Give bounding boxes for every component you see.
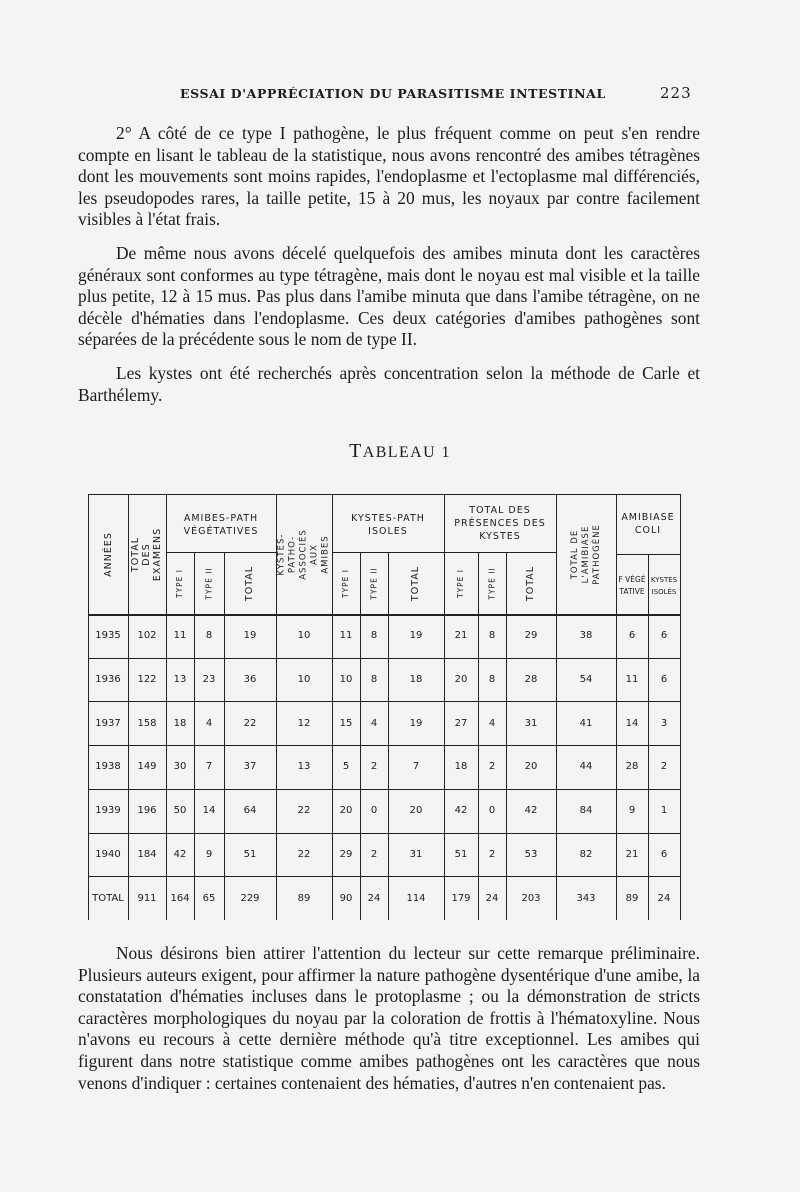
table-subcolumn-rule — [506, 552, 507, 920]
header-veg-total — [224, 552, 276, 614]
table-cell: 6 — [628, 630, 636, 642]
table-cell: 44 — [579, 761, 593, 773]
table-row-rule — [88, 745, 680, 746]
header-veg-type1-text: TYPE I — [175, 568, 185, 598]
header-pres-total-text: TOTAL — [525, 565, 537, 601]
table-cell: 8 — [488, 630, 496, 642]
table-cell: 196 — [137, 805, 157, 817]
header-veg-type1 — [166, 552, 194, 614]
header-iso-type2-text: TYPE II — [369, 566, 379, 600]
table-cell: 2 — [370, 848, 378, 860]
header-pres-type1 — [444, 552, 478, 614]
table-cell: 229 — [240, 892, 260, 904]
header-kystes-patho-associes — [276, 494, 332, 614]
table-cell: 2 — [488, 848, 496, 860]
table-column-rule — [444, 494, 445, 920]
table-cell: 37 — [243, 761, 257, 773]
running-title: ESSAI D'APPRÉCIATION DU PARASITISME INTESTINAL — [180, 86, 606, 101]
table-cell: 10 — [297, 630, 311, 642]
table-cell: 2 — [370, 761, 378, 773]
header-annees-text: ANNÉES — [102, 531, 114, 577]
header-iso-type2 — [360, 552, 388, 614]
table-cell: 13 — [297, 761, 311, 773]
table-cell: 158 — [137, 717, 157, 729]
table-cell: 42 — [524, 805, 538, 817]
table-subcolumn-rule — [224, 552, 225, 920]
table-cell: 6 — [660, 630, 668, 642]
table-cell: 19 — [409, 630, 423, 642]
table-cell: 6 — [660, 848, 668, 860]
table-cell: 10 — [339, 674, 353, 686]
table-column-rule — [680, 494, 681, 920]
table-cell: 18 — [173, 717, 187, 729]
table-cell: 7 — [205, 761, 213, 773]
table-cell: 9 — [628, 805, 636, 817]
table-cell: 10 — [297, 674, 311, 686]
table-column-rule — [556, 494, 557, 920]
table-subcolumn-rule — [388, 552, 389, 920]
table-cell: 30 — [173, 761, 187, 773]
table-row-rule — [88, 658, 680, 659]
table-row-label: 1938 — [95, 761, 121, 773]
header-iso-type1 — [332, 552, 360, 614]
table-cell: 8 — [370, 630, 378, 642]
table-cell: 179 — [451, 892, 471, 904]
header-total-examens-text: TOTAL DES EXAMENS — [130, 527, 164, 581]
page-number: 223 — [660, 84, 692, 102]
header-pres-total — [506, 552, 556, 614]
header-amibes-vegetatives: AMIBES-PATH VÉGÉTATIVES — [183, 513, 259, 537]
table-cell: 28 — [625, 761, 639, 773]
table-cell: 11 — [625, 674, 639, 686]
table-row-label: 1937 — [95, 717, 121, 729]
table-cell: 31 — [524, 717, 538, 729]
header-coli-kystes-isoles: KYSTES ISOLÉS — [650, 576, 678, 596]
header-veg-type2 — [194, 552, 224, 614]
header-veg-total-text: TOTAL — [244, 565, 256, 601]
table-cell: 343 — [576, 892, 596, 904]
table-cell: 27 — [454, 717, 468, 729]
table-cell: 1 — [660, 805, 668, 817]
table-cell: 122 — [137, 674, 157, 686]
table-cell: 102 — [137, 630, 157, 642]
table-cell: 29 — [524, 630, 538, 642]
table-row-rule — [88, 833, 680, 834]
table-subcolumn-rule — [648, 554, 649, 920]
table-cell: 18 — [409, 674, 423, 686]
header-iso-type1-text: TYPE I — [341, 568, 351, 598]
paragraph-kystes: Les kystes ont été recherchés après concentration selon la méthode de Carle et Barthélemy. — [78, 363, 700, 405]
table-cell: 149 — [137, 761, 157, 773]
table-cell: 22 — [297, 805, 311, 817]
table-header-rule — [88, 614, 680, 616]
table-row-rule — [88, 701, 680, 702]
table-cell: 203 — [521, 892, 541, 904]
table-cell: 89 — [625, 892, 639, 904]
paragraph-minuta: De même nous avons décelé quelquefois des amibes minuta dont les caractères généraux sont conformes au type tétragène, mais dont le noyau est mal visible et la taille plus petite, 12 à 15 mus. Pas plus dans l'amibe minuta que dans l'amibe tétragène, on ne décèle d'hématies dans l'endoplasme. Ces deux catégories d'amibes pathogènes sont séparées de la précédente sous le nom de type II. — [78, 243, 700, 350]
table-cell: 0 — [488, 805, 496, 817]
table-cell: 20 — [409, 805, 423, 817]
table-title-rest: ABLEAU 1 — [362, 444, 451, 461]
table-cell: 51 — [243, 848, 257, 860]
table-cell: 3 — [660, 717, 668, 729]
table-row-label: TOTAL — [92, 892, 124, 904]
table-subcolumn-rule — [478, 552, 479, 920]
header-total-amibiase — [556, 494, 616, 614]
table-subheader-rule-veg — [166, 552, 276, 553]
table-cell: 0 — [370, 805, 378, 817]
table-title — [0, 440, 800, 463]
table-cell: 54 — [579, 674, 593, 686]
table-cell: 64 — [243, 805, 257, 817]
table-cell: 184 — [137, 848, 157, 860]
table-cell: 14 — [202, 805, 216, 817]
header-total-amibiase-text: TOTAL DE L'AMIBIASE PATHOGÈNE — [569, 523, 602, 585]
table-cell: 21 — [454, 630, 468, 642]
table-cell: 65 — [202, 892, 216, 904]
header-total-presences: TOTAL DES PRÉSENCES DES KYSTES — [454, 504, 546, 542]
table-column-rule — [276, 494, 277, 920]
table-cell: 12 — [297, 717, 311, 729]
paragraph-type-ii: 2° A côté de ce type I pathogène, le plus fréquent comme on peut s'en rendre compte en lisant le tableau de la statistique, nous avons rencontré des amibes tétragènes dont les mouvements sont moins rapides, l'endoplasme et l'ectoplasme mal différenciés, les pseudopodes rares, la taille petite, 15 à 20 mus, les noyaux par contre facilement visibles à l'état frais. — [78, 123, 700, 230]
table-column-rule — [166, 494, 167, 920]
table-subheader-rule-pres — [444, 552, 556, 553]
table-cell: 114 — [406, 892, 426, 904]
table-cell: 23 — [202, 674, 216, 686]
table-cell: 8 — [370, 674, 378, 686]
table-cell: 22 — [297, 848, 311, 860]
table-cell: 19 — [243, 630, 257, 642]
table-cell: 36 — [243, 674, 257, 686]
table-cell: 20 — [339, 805, 353, 817]
table-subcolumn-rule — [360, 552, 361, 920]
table-column-rule — [128, 494, 129, 920]
table-title-cap: T — [349, 440, 363, 462]
table-cell: 19 — [409, 717, 423, 729]
table-column-rule — [88, 494, 89, 920]
table-cell: 50 — [173, 805, 187, 817]
table-cell: 9 — [205, 848, 213, 860]
header-veg-type2-text: TYPE II — [204, 566, 214, 600]
table-column-rule — [332, 494, 333, 920]
table-cell: 911 — [137, 892, 157, 904]
table-cell: 24 — [657, 892, 671, 904]
table-cell: 90 — [339, 892, 353, 904]
table-cell: 82 — [579, 848, 593, 860]
header-total-examens — [128, 494, 166, 614]
table-cell: 29 — [339, 848, 353, 860]
header-pres-type2 — [478, 552, 506, 614]
table-cell: 28 — [524, 674, 538, 686]
table-cell: 24 — [485, 892, 499, 904]
table-cell: 11 — [339, 630, 353, 642]
table-cell: 5 — [342, 761, 350, 773]
table-cell: 8 — [205, 630, 213, 642]
table-cell: 4 — [370, 717, 378, 729]
table-subcolumn-rule — [194, 552, 195, 920]
table-cell: 164 — [170, 892, 190, 904]
table-top-rule — [88, 494, 680, 495]
table-cell: 11 — [173, 630, 187, 642]
table-row-label: 1935 — [95, 630, 121, 642]
table-cell: 4 — [488, 717, 496, 729]
table-cell: 42 — [173, 848, 187, 860]
table-cell: 21 — [625, 848, 639, 860]
table-cell: 15 — [339, 717, 353, 729]
table-cell: 18 — [454, 761, 468, 773]
header-pres-type1-text: TYPE I — [456, 568, 466, 598]
table-cell: 38 — [579, 630, 593, 642]
header-iso-total-text: TOTAL — [410, 565, 422, 601]
table-row-label: 1936 — [95, 674, 121, 686]
header-coli-f-vegetative: F VÉGÉ TATIVE — [618, 575, 646, 596]
table-row-label: 1939 — [95, 805, 121, 817]
table-cell: 20 — [524, 761, 538, 773]
table-cell: 53 — [524, 848, 538, 860]
table-cell: 2 — [660, 761, 668, 773]
statistics-table — [88, 494, 680, 920]
table-column-rule — [616, 494, 617, 920]
table-cell: 24 — [367, 892, 381, 904]
table-row-rule — [88, 876, 680, 877]
table-cell: 84 — [579, 805, 593, 817]
header-amibiase-coli: AMIBIASE COLI — [621, 512, 675, 536]
table-cell: 41 — [579, 717, 593, 729]
table-cell: 4 — [205, 717, 213, 729]
table-cell: 2 — [488, 761, 496, 773]
table-row-rule — [88, 789, 680, 790]
table-cell: 7 — [412, 761, 420, 773]
table-cell: 42 — [454, 805, 468, 817]
header-kystes-isoles: KYSTES-PATH ISOLES — [351, 513, 425, 537]
table-cell: 20 — [454, 674, 468, 686]
table-cell: 89 — [297, 892, 311, 904]
table-row-label: 1940 — [95, 848, 121, 860]
header-annees — [88, 494, 128, 614]
table-cell: 6 — [660, 674, 668, 686]
header-iso-total — [388, 552, 444, 614]
paragraph-remarque: Nous désirons bien attirer l'attention du lecteur sur cette remarque préliminaire. Plusieurs auteurs exigent, pour affirmer la nature pathogène dysentérique d'une amibe, la constatation d'hématies incluses dans le protoplasme ; ou la démonstration de stricts caractères morphologiques du noyau par la coloration de frottis à l'hématoxyline. Nous n'avons eu recours à cette dernière méthode qu'à titre exceptionnel. Les amibes qui figurent dans notre statistique comme amibes pathogènes ont les caractères que nous venons d'indiquer : certaines contenaient des hématies, d'autres n'en contenaient pas. — [78, 943, 700, 1093]
table-cell: 31 — [409, 848, 423, 860]
header-pres-type2-text: TYPE II — [487, 566, 497, 600]
table-cell: 13 — [173, 674, 187, 686]
table-cell: 14 — [625, 717, 639, 729]
header-kystes-patho-text: KYSTES-PATHO- ASSOCIÉS AUX AMIBES — [276, 528, 331, 580]
table-cell: 22 — [243, 717, 257, 729]
table-cell: 51 — [454, 848, 468, 860]
table-cell: 8 — [488, 674, 496, 686]
